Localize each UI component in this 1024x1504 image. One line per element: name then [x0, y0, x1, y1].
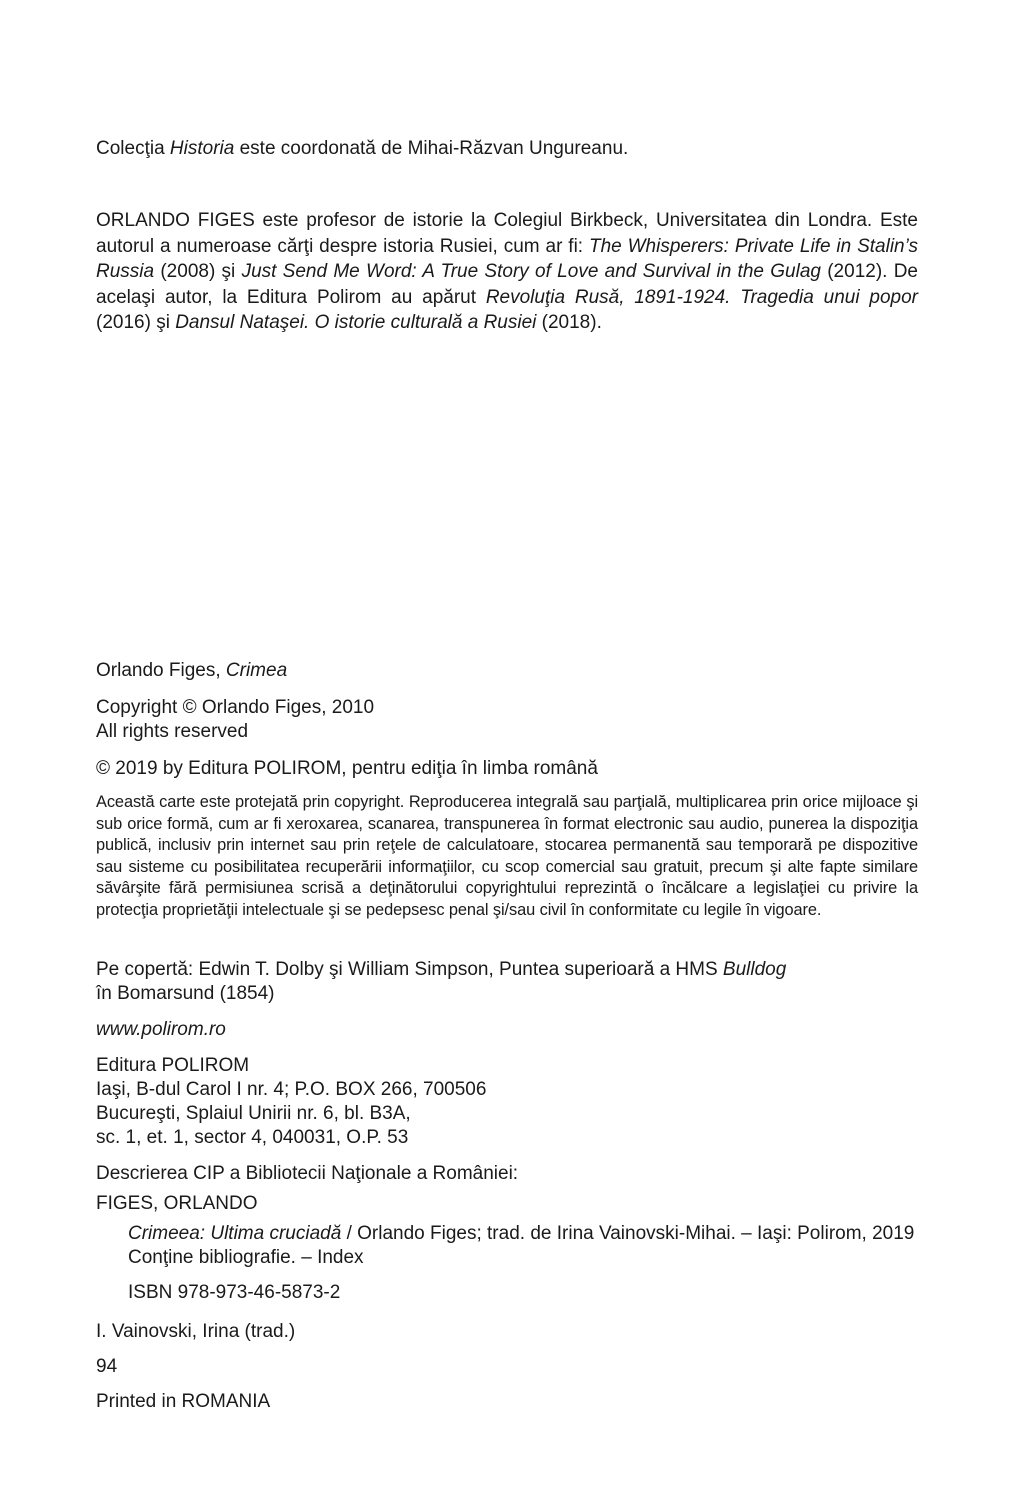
rights-line: All rights reserved [96, 721, 249, 742]
cip-author: FIGES, ORLANDO [96, 1193, 258, 1214]
isbn: ISBN 978-973-46-5873-2 [128, 1282, 341, 1303]
publisher-address-bucuresti-2: sc. 1, et. 1, sector 4, 040031, O.P. 53 [96, 1127, 409, 1148]
cip-header: Descrierea CIP a Bibliotecii Naţionale a României: [96, 1163, 519, 1184]
cip-contents: Conţine bibliografie. – Index [128, 1247, 364, 1268]
publisher-address-iasi: Iaşi, B-dul Carol I nr. 4; P.O. BOX 266, 700506 [96, 1079, 487, 1100]
title-line: Orlando Figes, Crimea [96, 660, 288, 681]
cip-class: 94 [96, 1356, 118, 1377]
website-link[interactable]: www.polirom.ro [96, 1019, 226, 1040]
collection-note: Colecţia Historia este coordonată de Mihai-Răzvan Ungureanu. [96, 138, 629, 159]
publisher-name: Editura POLIROM [96, 1055, 250, 1076]
cover-credit-line2: în Bomarsund (1854) [96, 983, 275, 1004]
publisher-address-bucuresti: Bucureşti, Splaiul Unirii nr. 6, bl. B3A, [96, 1103, 411, 1124]
author-bio: ORLANDO FIGES este profesor de istorie la Colegiul Birkbeck, Universitatea din Londra. Este autorul a numeroase cărţi despre istoria Rusiei, cum ar fi: The Whisperers: Private Life in Stalin’s Russia (2008) şi Just Send Me Word: A True Story of Love and Survival in the Gulag (2012). De acelaşi autor, la Editura Polirom au apărut Revoluţia Rusă, 1891-1924. Tragedia unui popor (2016) şi Dansul Nataşei. O istorie culturală a Rusiei (2018). [96, 210, 919, 333]
legal-notice: Această carte este protejată prin copyright. Reproducerea integrală sau parţială, multiplicarea prin orice mijloace şi sub orice formă, cum ar fi xeroxarea, scanarea, transpunerea în format electronic sau audio, punerea la dispoziţia publică, inclusiv prin internet sau prin reţele de calculatoare, stocarea permanentă sau temporară pe dispozitive sau sisteme cu posibilitatea recuperării informaţiilor, cu scop comercial sau gratuit, precum şi alte fapte similare săvârşite fără permisiunea scrisă a deţinătorului copyrightului reprezintă o încălcare a legislaţiei cu privire la protecţia proprietăţii intelectuale şi se pedepsesc penal şi/sau civil în conformitate cu legile în vigoare. [96, 793, 918, 919]
edition-copyright: © 2019 by Editura POLIROM, pentru ediţia în limba română [96, 758, 598, 779]
cover-credit: Pe copertă: Edwin T. Dolby şi William Simpson, Puntea superioară a HMS Bulldog [96, 959, 787, 980]
copyright-line: Copyright © Orlando Figes, 2010 [96, 697, 375, 718]
printed-in: Printed in ROMANIA [96, 1391, 271, 1412]
cip-translator: I. Vainovski, Irina (trad.) [96, 1321, 296, 1342]
cip-title: Crimeea: Ultima cruciadă / Orlando Figes; trad. de Irina Vainovski-Mihai. – Iaşi: Polirom, 2019 [128, 1223, 915, 1244]
